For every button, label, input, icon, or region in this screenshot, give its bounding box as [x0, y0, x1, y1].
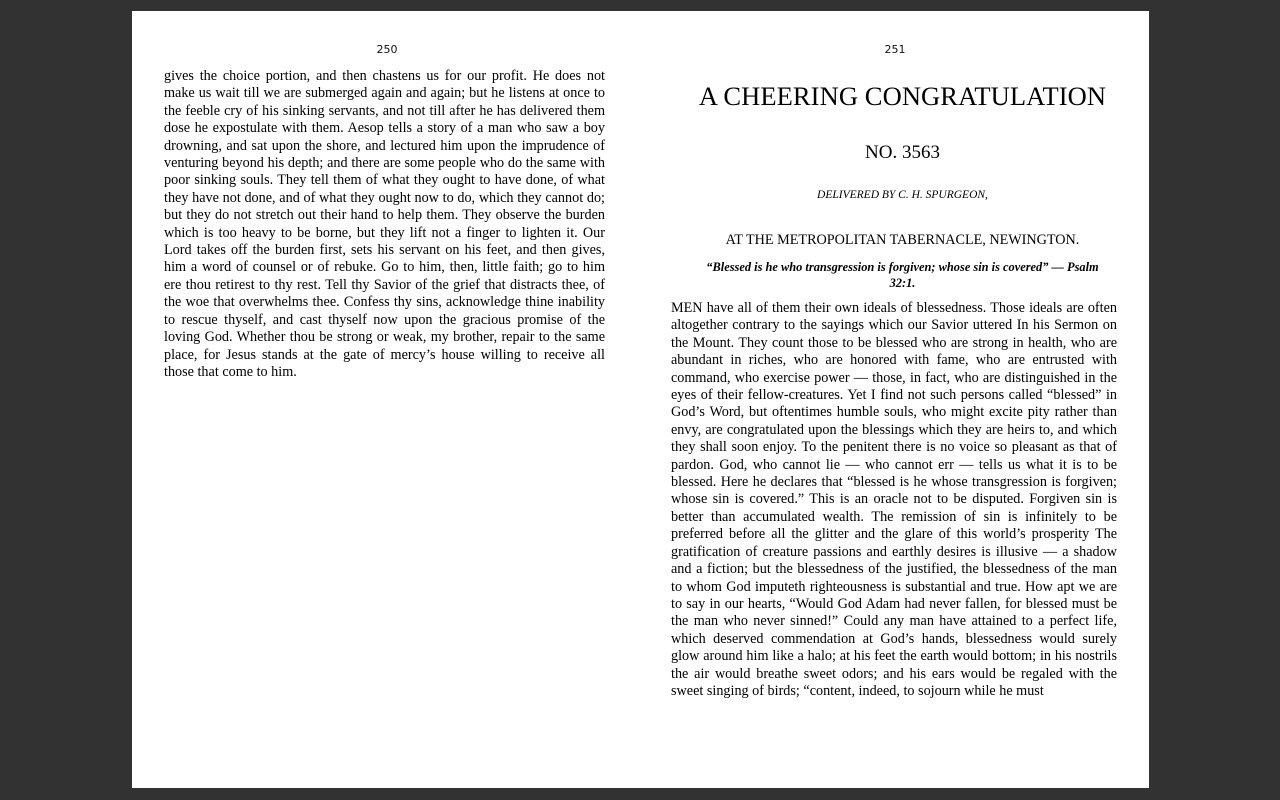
- sermon-number: NO. 3563: [865, 142, 940, 163]
- scripture-text-reference: “Blessed is he who transgression is forgiven; whose sin is covered” — Psalm 32:1.: [706, 260, 1099, 290]
- sermon-title: A CHEERING CONGRATULATION: [698, 81, 1107, 111]
- left-page: [132, 11, 640, 788]
- right-page: [640, 11, 1149, 788]
- left-page-body-text: gives the choice portion, and then chastens us for our profit. He does not make us wait till we are submerged again and again; but he listens at once to the feeble cry of his sinking servants, and not till after he has delivered them dose he expostulate with them. Aesop tells a story of a man who saw a boy drowning, and sat upon the shore, and lectured him upon the imprudence of venturing beyond his depth; and there are some people who do the same with poor sinking souls. They tell them of what they ought to have done, of what they have not done, and of what they ought now to do, which they cannot do; but they do not stretch out their hand to help them. They observe the burden which is too heavy to be borne, but they lift not a finger to lighten it. Our Lord takes off the burden first, sets his servant on his feet, and then gives, him a word of counsel or of rebuke. Go to him, then, little faith; go to him ere thou retirest to thy rest. Tell thy Savior of the grief that distracts thee, of the woe that overwhelms thee. Confess thy sins, acknowledge thine inability to rescue thyself, and cast thyself now upon the gracious promise of the loving God. Whether thou be strong or weak, my brother, repair to the same place, for Jesus stands at the gate of mercy’s house willing to receive all those that come to him.: [164, 68, 605, 380]
- sermon-venue: AT THE METROPOLITAN TABERNACLE, NEWINGTON.: [725, 232, 1080, 248]
- page-spread: [132, 11, 1149, 788]
- right-page-body-text: MEN have all of them their own ideals of blessedness. Those ideals are often altogether contrary to the sayings which our Savior uttered In his Sermon on the Mount. They count those to be blessed who are strong in health, who are abundant in riches, who are honored with fame, who are entrusted with command, who exercise power — those, in fact, who are distinguished in the eyes of their fellow-creatures. Yet I find not such persons called “blessed” in God’s Word, but oftentimes humble souls, who might excite pity rather than envy, are congratulated upon the blessings which they are heirs to, and which they shall soon enjoy. To the penitent there is no voice so pleasant as that of pardon. God, who cannot lie — who cannot err — tells us what it is to be blessed. Here he declares that “blessed is he whose transgression is forgiven; whose sin is covered.” This is an oracle not to be disputed. Forgiven sin is better than accumulated wealth. The remission of sin is infinitely to be preferred before all the glitter and the glare of this world’s prosperity The gratification of creature passions and earthly desires is illusive — a shadow and a fiction; but the blessedness of the justified, the blessedness of the man to whom God imputeth righteousness is substantial and true. How apt we are to say in our hearts, “Would God Adam had never fallen, for blessed must be the man who never sinned!” Could any man have attained to a perfect life, which deserved commendation at God’s hands, blessedness would surely glow around him like a halo; at his feet the earth would bottom; in his nostrils the air would breathe sweet odors; and his ears would be regaled with the sweet singing of birds; “content, indeed, to sojourn while he must: [671, 300, 1117, 699]
- page-number-right: 251: [884, 43, 906, 56]
- page-number-left: 250: [376, 43, 398, 56]
- delivered-by: DELIVERED BY C. H. SPURGEON,: [817, 189, 988, 201]
